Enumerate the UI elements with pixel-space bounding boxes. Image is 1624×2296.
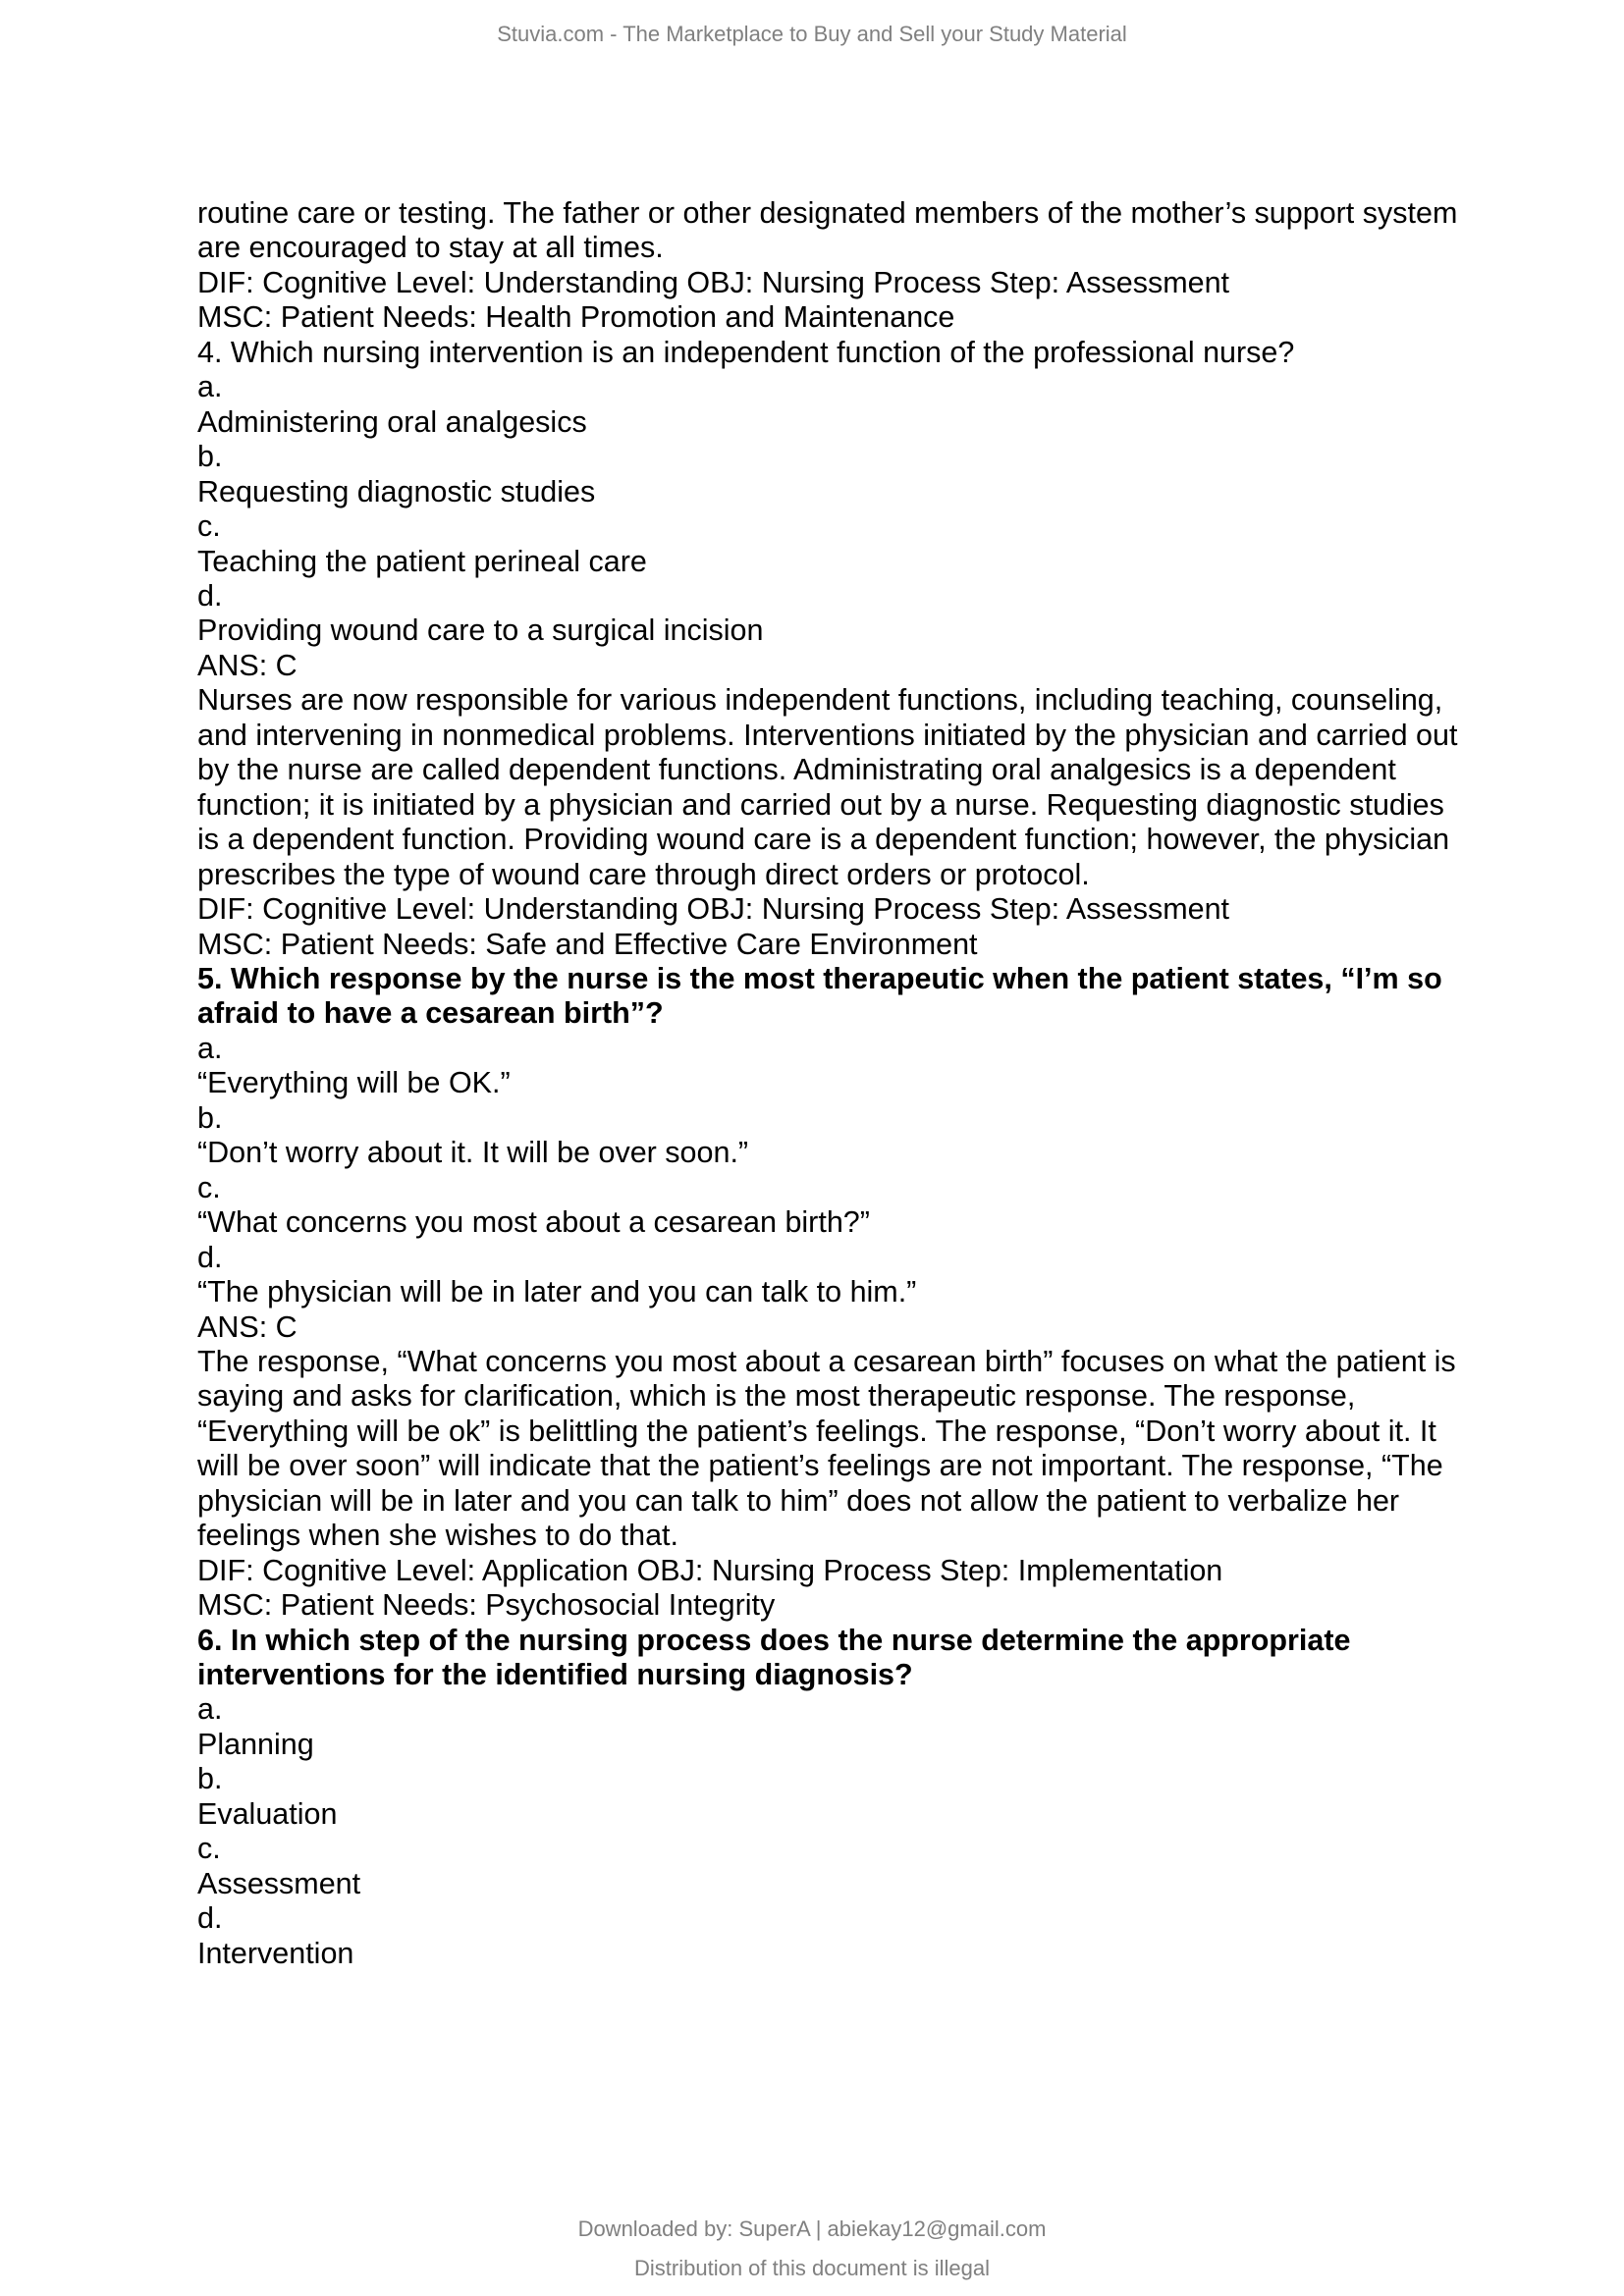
rationale-line: saying and asks for clarification, which is the most therapeutic response. The response, [197,1379,1356,1414]
previous-rationale [197,196,1474,266]
option-letter-c: c. [197,509,221,544]
rationale-line: “Everything will be ok” is belittling the patient’s feelings. The response, “Don’t worry about it. It [197,1414,1436,1448]
answer-key: ANS: C [197,1309,298,1344]
question-text: interventions for the identified nursing diagnosis? [197,1658,913,1692]
rationale-line: function; it is initiated by a physician and carried out by a nurse. Requesting diagnostic studies [197,787,1444,822]
msc-meta: MSC: Patient Needs: Safe and Effective Care Environment [197,927,978,961]
option-letter-c: c. [197,1170,221,1204]
option-letter-b: b. [197,440,223,474]
page-header-watermark: Stuvia.com - The Marketplace to Buy and Sell your Study Material [497,22,1127,46]
rationale-line: will be over soon” will indicate that the patient’s feelings are not important. The response, “The [197,1449,1443,1483]
option-text-b: “Don’t worry about it. It will be over soon.” [197,1136,749,1170]
option-letter-d: d. [197,1240,223,1274]
difficulty-meta: DIF: Cognitive Level: Understanding OBJ: Nursing Process Step: Assessment [197,265,1230,299]
rationale-line: are encouraged to stay at all times. [197,231,664,265]
rationale-line: by the nurse are called dependent functions. Administrating oral analgesics is a dependent [197,753,1396,787]
option-letter-a: a. [197,370,223,404]
rationale-line: is a dependent function. Providing wound care is a dependent function; however, the physician [197,823,1450,857]
option-letter-a: a. [197,1031,223,1065]
option-letter-a: a. [197,1692,223,1727]
option-letter-c: c. [197,1832,221,1866]
question-text: 5. Which response by the nurse is the most therapeutic when the patient states, “I’m so [197,961,1442,995]
rationale-line: The response, “What concerns you most about a cesarean birth” focuses on what the patient is [197,1344,1456,1378]
question-5 [197,962,1474,1624]
footer-distribution-notice: Distribution of this document is illegal [634,2256,990,2280]
option-text-c: “What concerns you most about a cesarean birth?” [197,1205,870,1240]
option-text-c: Teaching the patient perineal care [197,544,647,578]
option-letter-d: d. [197,1901,223,1936]
rationale-line: and intervening in nonmedical problems. Interventions initiated by the physician and carried out [197,718,1458,752]
option-letter-b: b. [197,1100,223,1135]
rationale-line: prescribes the type of wound care through direct orders or protocol. [197,857,1090,891]
option-letter-b: b. [197,1762,223,1796]
difficulty-meta: DIF: Cognitive Level: Application OBJ: Nursing Process Step: Implementation [197,1553,1223,1587]
rationale-line: feelings when she wishes to do that. [197,1519,678,1553]
option-text-b: Evaluation [197,1796,338,1831]
rationale-line: routine care or testing. The father or other designated members of the mother’s support system [197,196,1458,230]
msc-meta: MSC: Patient Needs: Health Promotion and Maintenance [197,300,955,335]
rationale-line: physician will be in later and you can talk to him” does not allow the patient to verbalize her [197,1483,1400,1518]
option-text-a: Planning [197,1727,314,1761]
rationale-line: Nurses are now responsible for various independent functions, including teaching, counseling, [197,683,1443,718]
footer-downloaded-by: Downloaded by: SuperA | abiekay12@gmail.com [577,2216,1047,2241]
msc-meta: MSC: Patient Needs: Psychosocial Integrity [197,1588,776,1623]
question-6 [197,1624,1474,1972]
option-text-c: Assessment [197,1866,361,1900]
difficulty-meta: DIF: Cognitive Level: Understanding OBJ: Nursing Process Step: Assessment [197,892,1230,927]
option-text-d: Intervention [197,1936,354,1970]
question-4 [197,336,1474,962]
question-text: afraid to have a cesarean birth”? [197,996,664,1031]
question-text: 6. In which step of the nursing process does the nurse determine the appropriate [197,1623,1351,1657]
document-body [197,196,1474,1971]
question-text: 4. Which nursing intervention is an independent function of the professional nurse? [197,335,1295,369]
option-text-d: Providing wound care to a surgical incision [197,614,764,648]
option-text-d: “The physician will be in later and you can talk to him.” [197,1275,917,1309]
option-text-b: Requesting diagnostic studies [197,474,596,508]
answer-key: ANS: C [197,648,298,682]
option-letter-d: d. [197,578,223,613]
option-text-a: “Everything will be OK.” [197,1066,511,1100]
option-text-a: Administering oral analgesics [197,404,587,439]
